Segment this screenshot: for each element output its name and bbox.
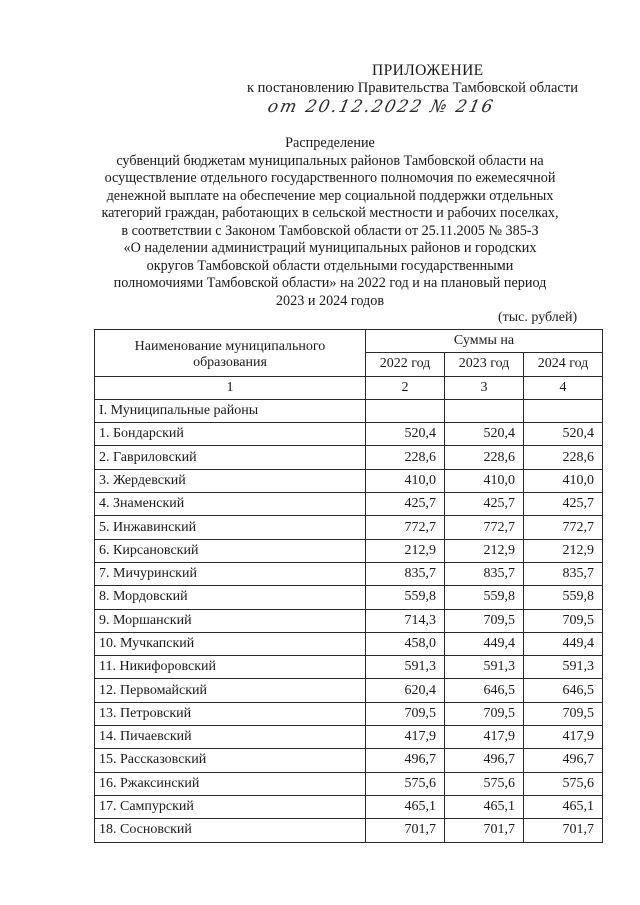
municipality-name: 3. Жердевский	[95, 469, 366, 492]
value-2022: 714,3	[366, 609, 445, 632]
value-2023: 709,5	[445, 609, 524, 632]
municipality-name: 14. Пичаевский	[95, 726, 366, 749]
heading-line: полномочиями Тамбовской области» на 2022 год и на плановый период	[113, 275, 547, 291]
municipality-name: 11. Никифоровский	[95, 656, 366, 679]
value-2023: 212,9	[445, 539, 524, 562]
table-row	[95, 749, 603, 772]
heading-line: Распределение	[285, 135, 375, 151]
value-2022: 228,6	[366, 446, 445, 469]
col-number-1: 1	[95, 376, 366, 399]
value-2023: 772,7	[445, 516, 524, 539]
heading-line: округов Тамбовской области отдельными государственными	[146, 257, 514, 274]
table-row	[95, 679, 603, 702]
section-row	[95, 399, 603, 422]
header-year-2022: 2022 год	[366, 353, 445, 376]
header-sums: Суммы на	[366, 330, 603, 353]
table-row	[95, 469, 603, 492]
value-2024: 465,1	[524, 795, 603, 818]
value-2024: 772,7	[524, 516, 603, 539]
value-2024: 417,9	[524, 726, 603, 749]
value-2022: 520,4	[366, 423, 445, 446]
municipality-name: 6. Кирсановский	[95, 539, 366, 562]
heading-line: осуществление отдельного государственного полномочия по ежемесячной	[104, 170, 556, 186]
municipality-name: 15. Рассказовский	[95, 749, 366, 772]
value-2022: 212,9	[366, 539, 445, 562]
appendix-subtitle: к постановлению Правительства Тамбовской области	[247, 80, 578, 96]
value-2022: 620,4	[366, 679, 445, 702]
value-2022: 410,0	[366, 469, 445, 492]
table-row	[95, 609, 603, 632]
municipality-name: 17. Сампурский	[95, 795, 366, 818]
municipality-name: 16. Ржаксинский	[95, 772, 366, 795]
value-2024: 559,8	[524, 586, 603, 609]
table-row	[95, 656, 603, 679]
table-row	[95, 423, 603, 446]
heading-line: в соответствии с Законом Тамбовской области от 25.11.2005 № 385-З	[121, 222, 539, 239]
value-2023: 591,3	[445, 656, 524, 679]
value-2022: 417,9	[366, 726, 445, 749]
value-2023: 417,9	[445, 726, 524, 749]
empty-cell	[445, 399, 524, 422]
value-2022: 709,5	[366, 702, 445, 725]
table-row	[95, 493, 603, 516]
value-2022: 835,7	[366, 562, 445, 585]
municipality-name: 4. Знаменский	[95, 493, 366, 516]
value-2023: 425,7	[445, 493, 524, 516]
value-2024: 449,4	[524, 632, 603, 655]
municipality-name: 18. Сосновский	[95, 819, 366, 842]
value-2023: 575,6	[445, 772, 524, 795]
heading-line: субвенций бюджетам муниципальных районов Тамбовской области на	[116, 152, 544, 169]
value-2022: 772,7	[366, 516, 445, 539]
municipality-name: 10. Мучкапский	[95, 632, 366, 655]
value-2024: 575,6	[524, 772, 603, 795]
municipality-name: 8. Мордовский	[95, 586, 366, 609]
section-label: I. Муниципальные районы	[95, 399, 366, 422]
value-2024: 591,3	[524, 656, 603, 679]
value-2024: 701,7	[524, 819, 603, 842]
municipality-name: 13. Петровский	[95, 702, 366, 725]
value-2022: 575,6	[366, 772, 445, 795]
col-number-3: 3	[445, 376, 524, 399]
empty-cell	[366, 399, 445, 422]
value-2024: 425,7	[524, 493, 603, 516]
table-row	[95, 516, 603, 539]
handwritten-date-number: от 20.12.2022 № 216	[265, 97, 497, 117]
table-row	[95, 632, 603, 655]
value-2023: 228,6	[445, 446, 524, 469]
table-row	[95, 562, 603, 585]
table-row	[95, 586, 603, 609]
value-2022: 425,7	[366, 493, 445, 516]
municipality-name: 12. Первомайский	[95, 679, 366, 702]
heading-line: категорий граждан, работающих в сельской местности и рабочих поселках,	[101, 205, 559, 221]
table-row	[95, 702, 603, 725]
value-2022: 496,7	[366, 749, 445, 772]
header-year-2023: 2023 год	[445, 353, 524, 376]
unit-label: (тыс. рублей)	[498, 310, 578, 325]
col-number-4: 4	[524, 376, 603, 399]
municipality-name: 7. Мичуринский	[95, 562, 366, 585]
empty-cell	[524, 399, 603, 422]
value-2024: 496,7	[524, 749, 603, 772]
value-2022: 559,8	[366, 586, 445, 609]
municipality-name: 2. Гавриловский	[95, 446, 366, 469]
value-2023: 520,4	[445, 423, 524, 446]
value-2022: 458,0	[366, 632, 445, 655]
municipality-name: 5. Инжавинский	[95, 516, 366, 539]
table-row	[95, 446, 603, 469]
value-2024: 228,6	[524, 446, 603, 469]
table-row	[95, 795, 603, 818]
subvention-table	[94, 329, 603, 843]
table-row	[95, 726, 603, 749]
value-2024: 709,5	[524, 702, 603, 725]
value-2023: 701,7	[445, 819, 524, 842]
value-2023: 410,0	[445, 469, 524, 492]
table-row	[95, 819, 603, 842]
value-2024: 646,5	[524, 679, 603, 702]
value-2023: 449,4	[445, 632, 524, 655]
header-year-2024: 2024 год	[524, 353, 603, 376]
value-2022: 591,3	[366, 656, 445, 679]
document-heading	[60, 135, 600, 310]
value-2023: 709,5	[445, 702, 524, 725]
value-2023: 646,5	[445, 679, 524, 702]
heading-line: «О наделении администраций муниципальных районов и городских	[123, 240, 537, 256]
heading-line: денежной выплате на обеспечение мер социальной поддержки отдельных	[106, 187, 554, 204]
municipality-name: 9. Моршанский	[95, 609, 366, 632]
appendix-title: ПРИЛОЖЕНИЕ	[372, 62, 484, 79]
value-2022: 465,1	[366, 795, 445, 818]
value-2024: 709,5	[524, 609, 603, 632]
value-2024: 410,0	[524, 469, 603, 492]
value-2024: 835,7	[524, 562, 603, 585]
value-2024: 212,9	[524, 539, 603, 562]
heading-line: 2023 и 2024 годов	[275, 292, 385, 309]
table-row	[95, 772, 603, 795]
value-2024: 520,4	[524, 423, 603, 446]
value-2022: 701,7	[366, 819, 445, 842]
header-municipality: Наименование муниципального образования	[95, 330, 366, 377]
value-2023: 496,7	[445, 749, 524, 772]
col-number-2: 2	[366, 376, 445, 399]
value-2023: 465,1	[445, 795, 524, 818]
municipality-name: 1. Бондарский	[95, 423, 366, 446]
table-row	[95, 539, 603, 562]
value-2023: 835,7	[445, 562, 524, 585]
value-2023: 559,8	[445, 586, 524, 609]
